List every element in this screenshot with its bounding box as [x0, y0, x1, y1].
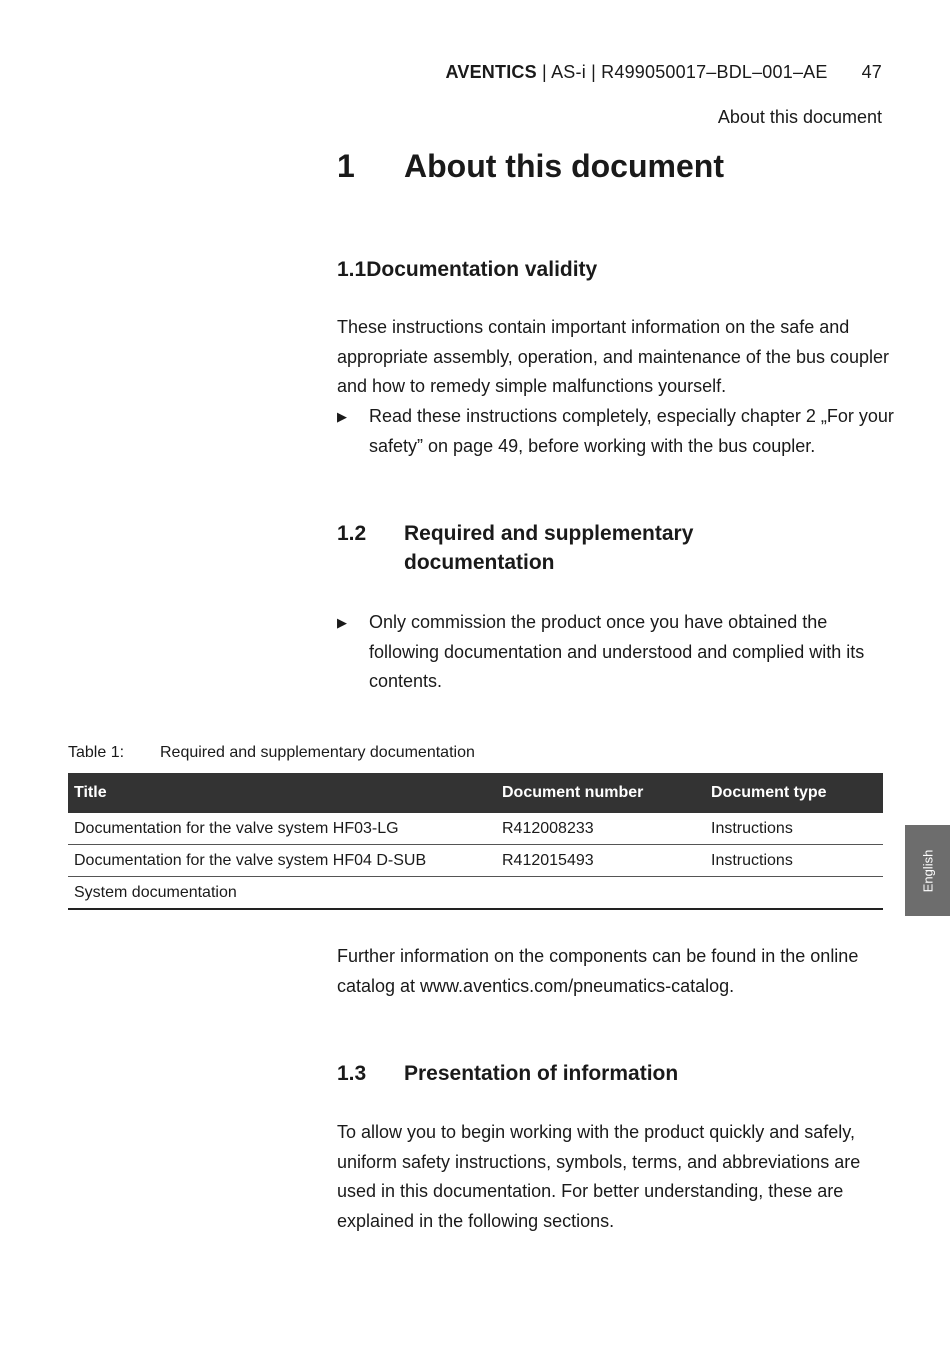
- documentation-table: [68, 773, 883, 910]
- cell-document-number: [496, 877, 705, 910]
- language-tab: [905, 825, 950, 916]
- table-header-row: [68, 773, 883, 813]
- header-title: Title: [68, 773, 496, 813]
- document-reference: | AS-i | R499050017–BDL–001–AE: [536, 62, 828, 82]
- page-header: [446, 62, 882, 83]
- table-row: [68, 813, 883, 845]
- chapter-title: About this document: [404, 148, 724, 184]
- section-title: Presentation of information: [404, 1062, 679, 1085]
- header-document-number: Document number: [496, 773, 705, 813]
- section-heading-1-1: [337, 258, 597, 282]
- chapter-number: 1: [337, 148, 355, 184]
- validity-paragraph: These instructions contain important information on the safe and appropriate assembly, operation, and maintenance of the bus coupler and how to remedy simple malfunctions yourself.: [337, 317, 890, 397]
- table-caption: [68, 744, 475, 762]
- section-number: 1.1: [337, 258, 367, 281]
- table-caption-text: Required and supplementary documentation: [160, 744, 475, 761]
- section-number: 1.3: [337, 1062, 367, 1085]
- cell-document-type: Instructions: [705, 813, 883, 845]
- header-document-type: Document type: [705, 773, 883, 813]
- section-title-continued: documentation: [404, 551, 555, 574]
- cell-document-number: R412008233: [496, 813, 705, 845]
- language-tab-label: English: [920, 849, 935, 892]
- cell-document-type: [705, 877, 883, 910]
- brand-name: AVENTICS: [445, 62, 537, 82]
- cell-title: Documentation for the valve system HF03-LG: [68, 813, 496, 845]
- bullet-item: [337, 608, 897, 697]
- section-heading-1-3: [337, 1062, 678, 1086]
- further-info-paragraph: Further information on the components can be found in the online catalog at www.aventics.com/pneumatics-catalog.: [337, 946, 859, 996]
- cell-document-type: Instructions: [705, 845, 883, 877]
- cell-title: Documentation for the valve system HF04 D-SUB: [68, 845, 496, 877]
- chapter-heading: [337, 148, 724, 185]
- section-heading-1-2: [337, 522, 693, 546]
- bullet-arrow-icon: ▶: [337, 615, 347, 630]
- table-row: [68, 877, 883, 910]
- section-title: Required and supplementary: [404, 522, 694, 545]
- page-number: 47: [861, 62, 882, 82]
- running-title: About this document: [717, 107, 882, 127]
- bullet-arrow-icon: ▶: [337, 409, 347, 424]
- table-caption-label: Table 1:: [68, 744, 125, 761]
- bullet-item: [337, 402, 897, 461]
- bullet-text: Read these instructions completely, especially chapter 2 „For your safety” on page 49, before working with the bus coupler.: [369, 406, 894, 456]
- section-title: Documentation validity: [366, 258, 598, 281]
- cell-title: System documentation: [68, 877, 496, 910]
- presentation-paragraph: To allow you to begin working with the product quickly and safely, uniform safety instructions, symbols, terms, and abbreviations are used in this documentation. For better understanding, these are explained in the following sections.: [337, 1122, 861, 1231]
- table-row: [68, 845, 883, 877]
- bullet-text: Only commission the product once you have obtained the following documentation and understood and complied with its contents.: [369, 612, 865, 692]
- cell-document-number: R412015493: [496, 845, 705, 877]
- section-number: 1.2: [337, 522, 367, 545]
